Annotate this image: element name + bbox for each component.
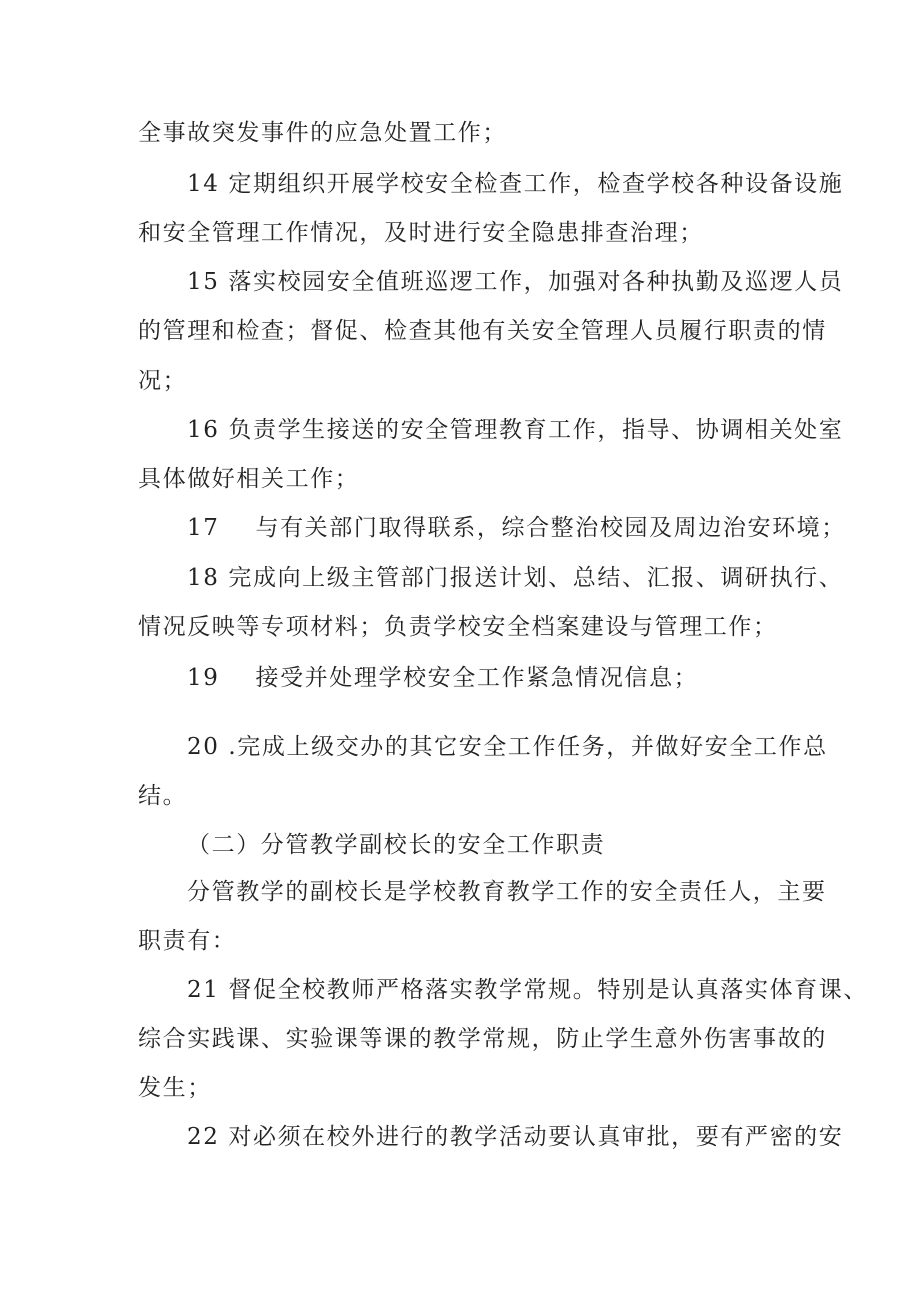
item-text: 与有关部门取得联系，综合整治校园及周边治安环境； (255, 515, 846, 541)
text-line: 16 负责学生接送的安全管理教育工作，指导、协调相关处室 (187, 417, 844, 443)
text-line: 14 定期组织开展学校安全检查工作，检查学校各种设备设施 (187, 171, 844, 197)
text-line: 综合实践课、实验课等课的教学常规，防止学生意外伤害事故的 (138, 1026, 827, 1052)
text-line: 结。 (138, 783, 188, 809)
section-heading: （二）分管教学副校长的安全工作职责 (187, 832, 606, 858)
text-line: 和安全管理工作情况，及时进行安全隐患排查治理； (138, 220, 704, 246)
text-line: 具体做好相关工作； (138, 466, 360, 492)
text-line: 15 落实校园安全值班巡逻工作，加强对各种执勤及巡逻人员 (187, 269, 844, 295)
text-line: 18 完成向上级主管部门报送计划、总结、汇报、调研执行、 (187, 565, 844, 591)
text-line: 职责有： (138, 928, 237, 954)
text-line: 21 督促全校教师严格落实教学常规。特别是认真落实体育课、 (187, 977, 868, 1003)
item-text: 接受并处理学校安全工作紧急情况信息； (255, 665, 699, 691)
text-line: 分管教学的副校长是学校教育教学工作的安全责任人，主要 (187, 879, 827, 905)
text-line: 22 对必须在校外进行的教学活动要认真审批，要有严密的安 (187, 1124, 844, 1150)
text-line: 20 .完成上级交办的其它安全工作任务，并做好安全工作总 (187, 734, 828, 760)
item-number: 17 (187, 515, 220, 541)
text-line: 发生； (138, 1075, 212, 1101)
item-number: 19 (187, 665, 220, 691)
numbered-item (187, 663, 847, 693)
text-line: 的管理和检查；督促、检查其他有关安全管理人员履行职责的情 (138, 318, 827, 344)
text-line: 情况反映等专项材料；负责学校安全档案建设与管理工作； (138, 614, 778, 640)
text-line: 全事故突发事件的应急处置工作； (138, 120, 507, 146)
numbered-item (187, 513, 847, 543)
text-line: 况； (138, 368, 188, 394)
